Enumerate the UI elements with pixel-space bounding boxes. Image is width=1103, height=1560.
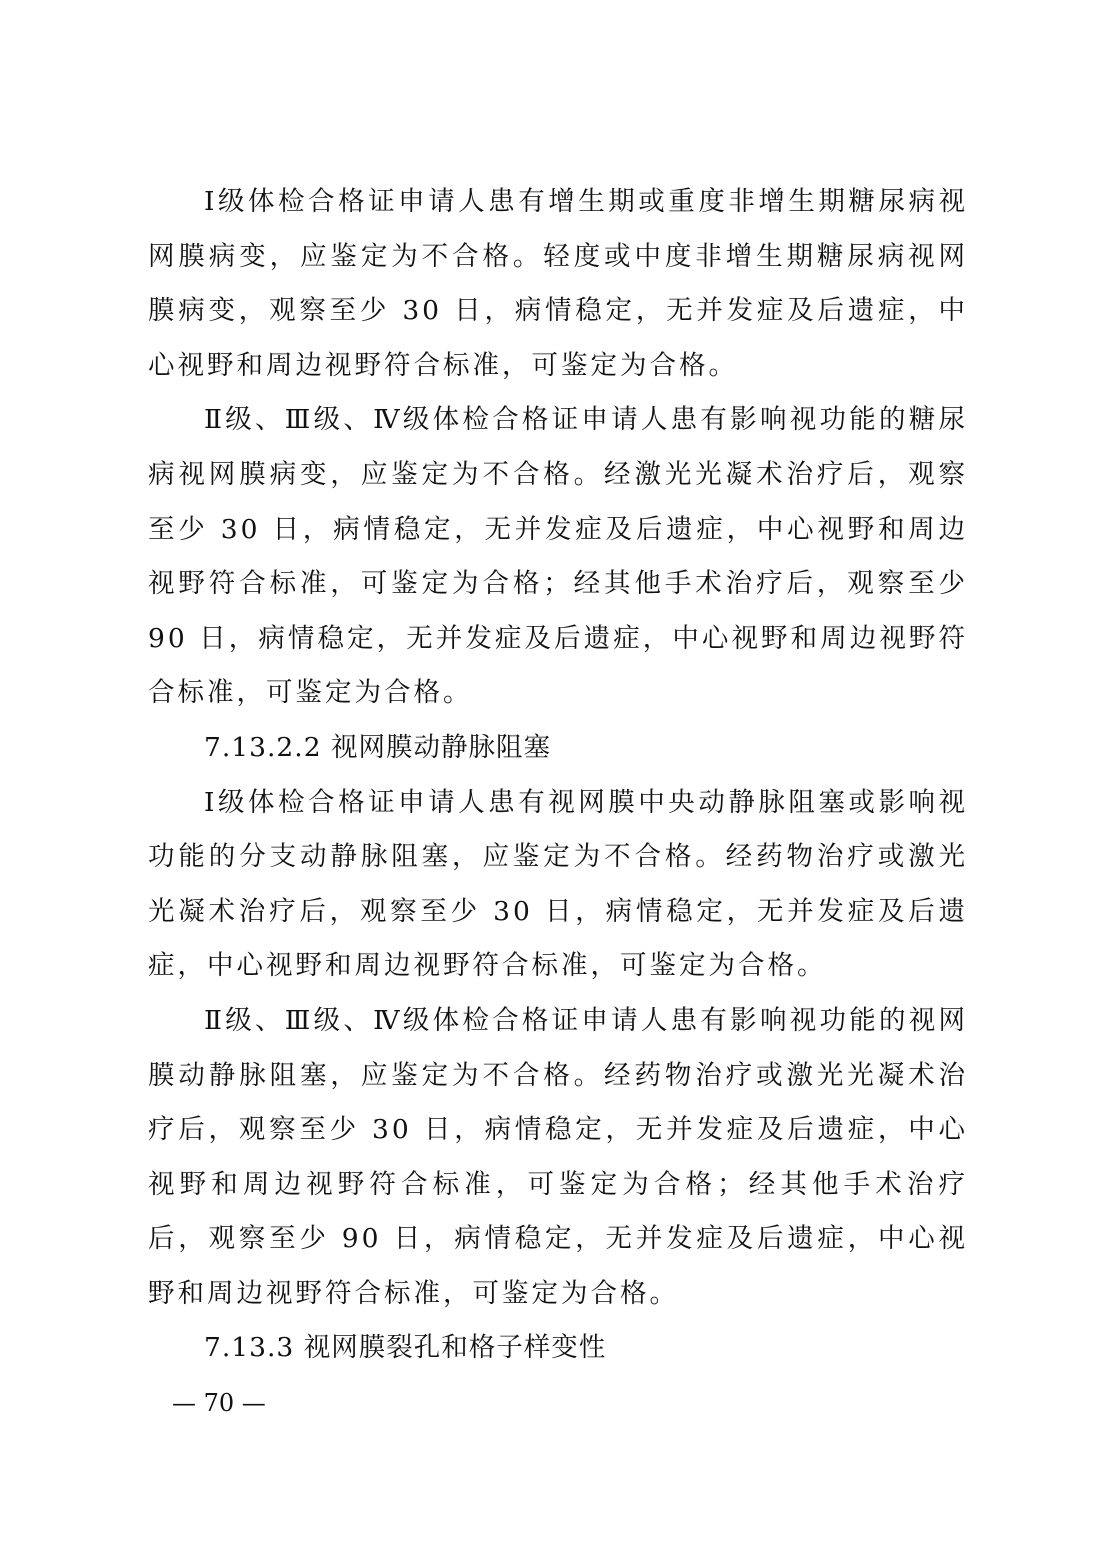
- paragraph-class1-retinal-vessel-occlusion: Ⅰ级体检合格证申请人患有视网膜中央动静脉阻塞或影响视功能的分支动静脉阻塞，应鉴定为不合格。经药物治疗或激光光凝术治疗后，观察至少 30 日，病情稳定，无并发症及后遗症，中心视野和周边视野符合标准，可鉴定为合格。: [148, 786, 968, 982]
- paragraph-class1-diabetic-retinopathy: Ⅰ级体检合格证申请人患有增生期或重度非增生期糖尿病视网膜病变，应鉴定为不合格。轻度或中度非增生期糖尿病视网膜病变，观察至少 30 日，病情稳定，无并发症及后遗症，中心视野和周边视野符合标准，可鉴定为合格。: [148, 186, 968, 381]
- page-number: — 70 —: [172, 1389, 266, 1417]
- section-heading-7-13-3: 7.13.3 视网膜裂孔和格子样变性: [204, 1332, 607, 1364]
- body-text: [148, 175, 968, 1376]
- paragraph-class2-4-diabetic-retinopathy: Ⅱ级、Ⅲ级、Ⅳ级体检合格证申请人患有影响视功能的糖尿病视网膜病变，应鉴定为不合格。经激光光凝术治疗后，观察至少 30 日，病情稳定，无并发症及后遗症，中心视野和周边视野符合标准，可鉴定为合格；经其他手术治疗后，观察至少 90 日，病情稳定，无并发症及后遗症，中心视野和周边视野符合标准，可鉴定为合格。: [148, 404, 968, 709]
- paragraph-class2-4-retinal-vessel-occlusion: Ⅱ级、Ⅲ级、Ⅳ级体检合格证申请人患有影响视功能的视网膜动静脉阻塞，应鉴定为不合格。经药物治疗或激光光凝术治疗后，观察至少 30 日，病情稳定，无并发症及后遗症，中心视野和周边视野符合标准，可鉴定为合格；经其他手术治疗后，观察至少 90 日，病情稳定，无并发症及后遗症，中心视野和周边视野符合标准，可鉴定为合格。: [148, 1004, 968, 1309]
- section-heading-7-13-2-2: 7.13.2.2 视网膜动静脉阻塞: [204, 731, 551, 763]
